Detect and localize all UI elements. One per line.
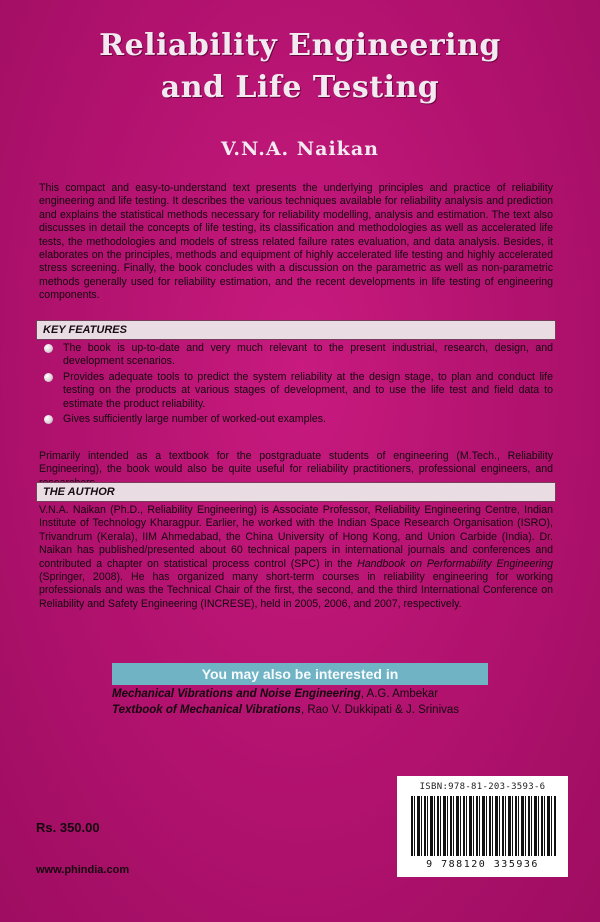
author-heading: THE AUTHOR xyxy=(36,482,556,502)
key-features-heading: KEY FEATURES xyxy=(36,320,556,340)
author-bio xyxy=(39,504,553,611)
isbn-label: ISBN:978-81-203-3593-6 xyxy=(419,782,546,792)
key-features-list xyxy=(39,342,553,428)
author-bio-part-1: V.N.A. Naikan (Ph.D., Reliability Engineering) is Associate Professor, Reliability Engineering Centre, Indian Institute of Technology Kharagpur. Earlier, he worked with the Indian Space Research Organisation (ISRO), Trivandrum (Kerala), IIM Ahmedabad, the China University of Hong Kong, and Union Carbide (India). Dr. Naikan has published/presented about 60 technical papers in international journals and conferences and contributed a chapter on statistical process control (SPC) in the xyxy=(39,504,553,570)
book-author: V.N.A. Naikan xyxy=(221,138,379,160)
book-title-line-1: Reliability Engineering xyxy=(99,28,501,63)
related-book-item xyxy=(112,702,532,718)
related-book-authors: , Rao V. Dukkipati & J. Srinivas xyxy=(300,704,460,716)
key-feature-text: The book is up-to-date and very much relevant to the present industrial, research, design, and development scenarios. xyxy=(63,342,553,368)
related-book-item xyxy=(112,686,532,702)
key-feature-item xyxy=(39,371,553,411)
bullet-icon xyxy=(44,373,53,382)
handbook-title: Handbook on Performability Engineering xyxy=(357,557,553,570)
key-feature-item xyxy=(39,342,553,369)
key-feature-item xyxy=(39,413,553,426)
book-title-line-2: and Life Testing xyxy=(160,70,440,105)
book-description: This compact and easy-to-understand text presents the underlying principles and practice of reliability engineering and life testing. It describes the various techniques available for reliability analysis and prediction and explains the statistical methods necessary for reliability modelling, analysis and estimation. The text also discusses in detail the concepts of life testing, its classification and methodologies as well as accelerated life tests, the methodologies and models of stress related failure rates evaluation, and data analysis. Besides, it elaborates on the principles, methods and equipment of highly accelerated life testing and highly accelerated stress screening. Finally, the book concludes with a discussion on the parametric as well as non-parametric methods generally used for reliability estimation, and the recent developments in life testing of engineering components. xyxy=(39,182,553,302)
publisher-website: www.phindia.com xyxy=(36,864,130,876)
key-feature-text: Provides adequate tools to predict the system reliability at the design stage, to plan and conduct life testing on the products at various stages of development, and to use the life test and field data to estimate the product reliability. xyxy=(63,370,553,410)
author-bio-part-2: (Springer, 2008). He has organized many short-term courses in reliability engineering for working professionals and was the Technical Chair of the first, the second, and the third International Conference on Reliability and Safety Engineering (INCRESE), held in 2005, 2006, and 2007, respectively. xyxy=(39,571,553,610)
related-book-title: Textbook of Mechanical Vibrations xyxy=(112,704,301,716)
isbn-barcode xyxy=(397,776,568,877)
related-book-authors: , A.G. Ambekar xyxy=(360,688,439,700)
barcode-digits: 9 788120 335936 xyxy=(426,859,539,870)
primary-use-text: Primarily intended as a textbook for the postgraduate students of engineering (M.Tech., Reliability Engineering), the book would also be quite useful for reliability practitioners, professional engineers, and xyxy=(39,450,553,476)
barcode-bars xyxy=(411,796,557,856)
related-books-list xyxy=(112,686,532,718)
bullet-icon xyxy=(44,415,53,424)
also-interested-heading: You may also be interested in xyxy=(112,663,488,685)
related-book-title: Mechanical Vibrations and Noise Engineering xyxy=(112,688,361,700)
price-label: Rs. 350.00 xyxy=(36,820,100,835)
bullet-icon xyxy=(44,344,53,353)
key-feature-text: Gives sufficiently large number of worked-out examples. xyxy=(63,413,327,426)
